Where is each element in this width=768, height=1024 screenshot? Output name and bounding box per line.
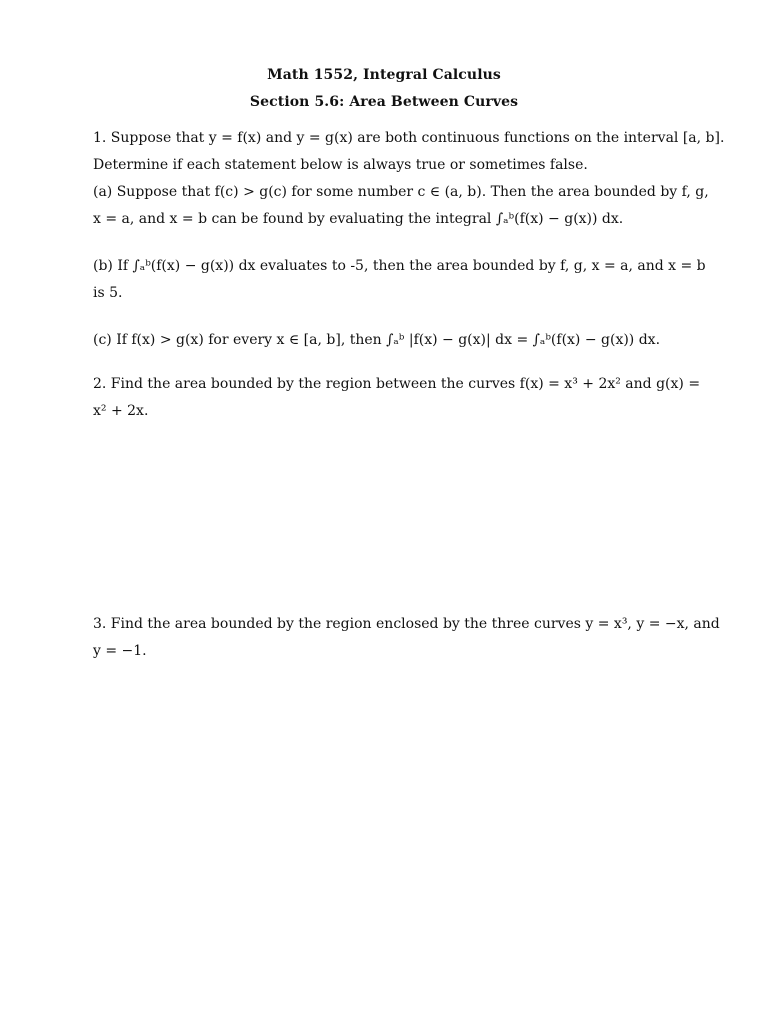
problem-2-line-2: x² + 2x. xyxy=(93,403,149,419)
problem-1b-line-1: (b) If ∫ₐᵇ(f(x) − g(x)) dx evaluates to -5, then the area bounded by f, g, x = a, and x = b xyxy=(93,258,706,274)
problem-3-line-2: y = −1. xyxy=(93,643,147,659)
section-title: Section 5.6: Area Between Curves xyxy=(249,94,519,110)
problem-1a-line-2: x = a, and x = b can be found by evaluating the integral ∫ₐᵇ(f(x) − g(x)) dx. xyxy=(93,211,624,227)
problem-3-line-1: 3. Find the area bounded by the region enclosed by the three curves y = x³, y = −x, and xyxy=(93,616,720,632)
problem-1a-line-1: (a) Suppose that f(c) > g(c) for some number c ∈ (a, b). Then the area bounded by f, g, xyxy=(93,184,709,200)
problem-1-line-2: Determine if each statement below is always true or sometimes false. xyxy=(93,157,588,173)
problem-1-line-1: 1. Suppose that y = f(x) and y = g(x) are both continuous functions on the interval [a, b]. xyxy=(93,130,725,146)
course-title: Math 1552, Integral Calculus xyxy=(267,67,501,83)
problem-1c-line-1: (c) If f(x) > g(x) for every x ∈ [a, b], then ∫ₐᵇ |f(x) − g(x)| dx = ∫ₐᵇ(f(x) − g(x)) dx. xyxy=(93,332,661,348)
problem-2-line-1: 2. Find the area bounded by the region between the curves f(x) = x³ + 2x² and g(x) = xyxy=(93,376,701,392)
problem-1b-line-2: is 5. xyxy=(93,285,123,301)
